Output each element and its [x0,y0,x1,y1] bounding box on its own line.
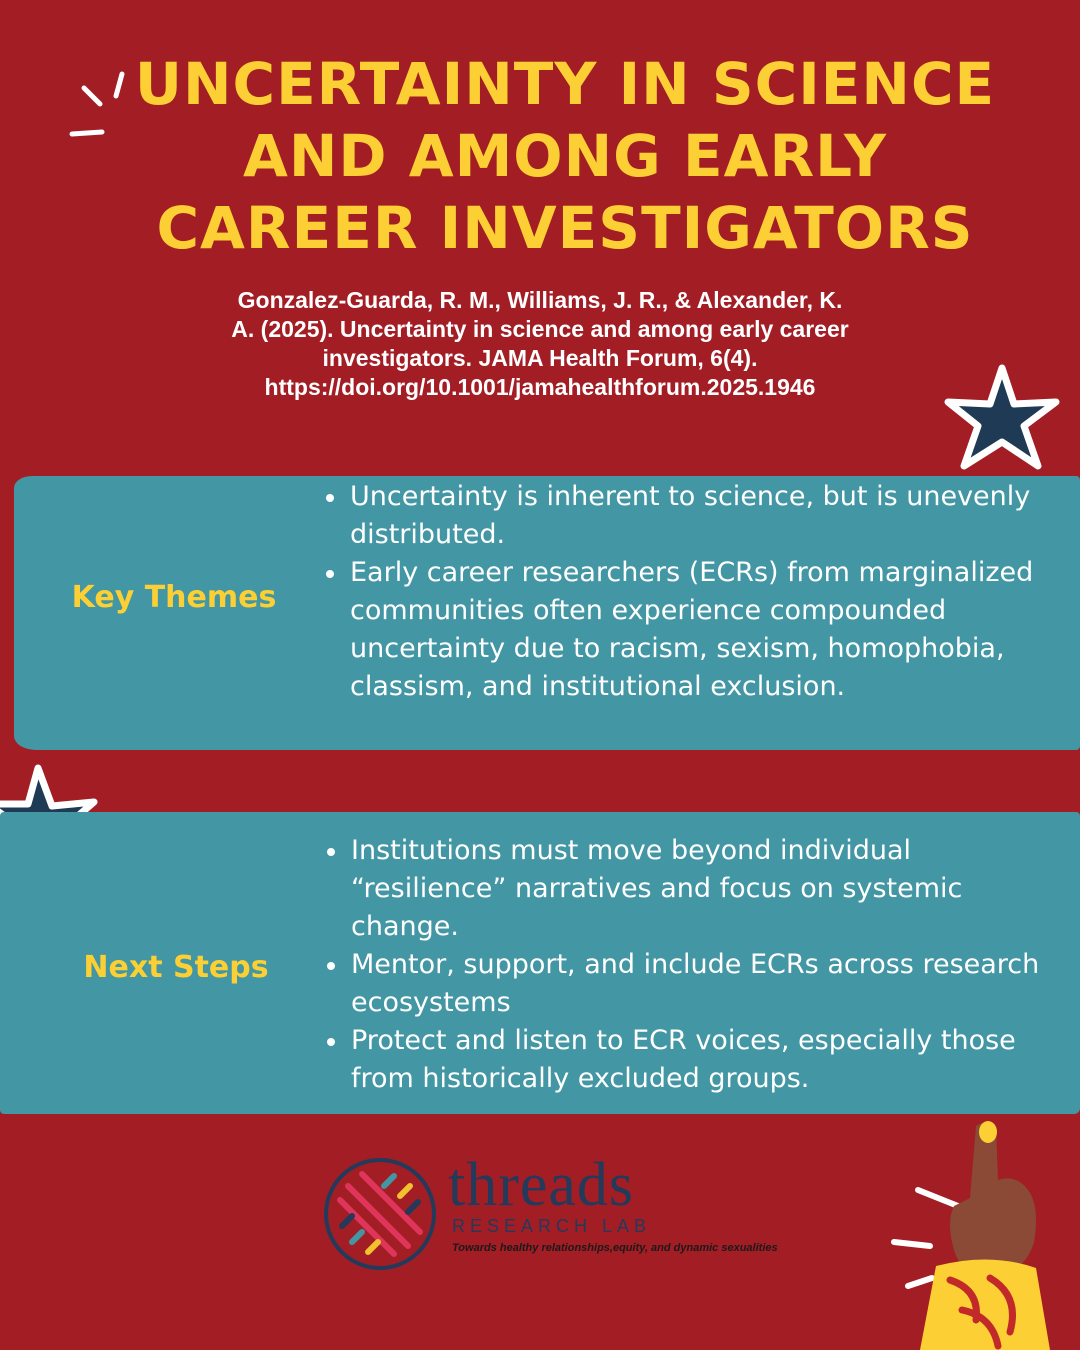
list-item: Early career researchers (ECRs) from marginalized communities often experience compounded uncertainty due to racism, sexism, homophobia, classism, and institutional exclusion. [350,554,1080,706]
next-steps-label: Next Steps [83,950,269,985]
title-line: CAREER INVESTIGATORS [156,194,974,262]
star-icon [944,362,1064,474]
logo-name: threads [448,1151,635,1219]
citation-link[interactable]: https://doi.org/10.1001/jamahealthforum.2025.1946 [264,374,816,400]
key-themes-label: Key Themes [71,580,277,615]
next-steps-section [0,812,1080,1114]
list-item: Institutions must move beyond individual “resilience” narratives and focus on systemic change. [351,832,1071,946]
list-item: Protect and listen to ECR voices, especially those from historically excluded groups. [351,1022,1071,1098]
title-line: UNCERTAINTY IN SCIENCE [134,50,996,118]
key-themes-list [324,478,1080,706]
citation-line: Gonzalez-Guarda, R. M., Williams, J. R., & Alexander, K. [237,287,843,313]
citation-line: investigators. JAMA Health Forum, 6(4). [322,345,758,371]
page-title [100,48,1030,264]
next-steps-list [325,832,1071,1098]
list-item: Uncertainty is inherent to science, but is unevenly distributed. [350,478,1080,554]
list-item: Mentor, support, and include ECRs across research ecosystems [351,946,1071,1022]
threads-logo-icon [322,1156,438,1272]
threads-logo [322,1151,822,1266]
citation [150,286,930,402]
logo-tagline: Towards healthy relationships,equity, and dynamic sexualities [452,1242,778,1254]
key-themes-section [14,476,1080,750]
logo-subtitle: RESEARCH LAB [452,1216,652,1236]
pointing-hand-icon [880,1110,1080,1350]
title-line: AND AMONG EARLY [242,122,888,190]
citation-line: A. (2025). Uncertainty in science and among early career [231,316,849,342]
